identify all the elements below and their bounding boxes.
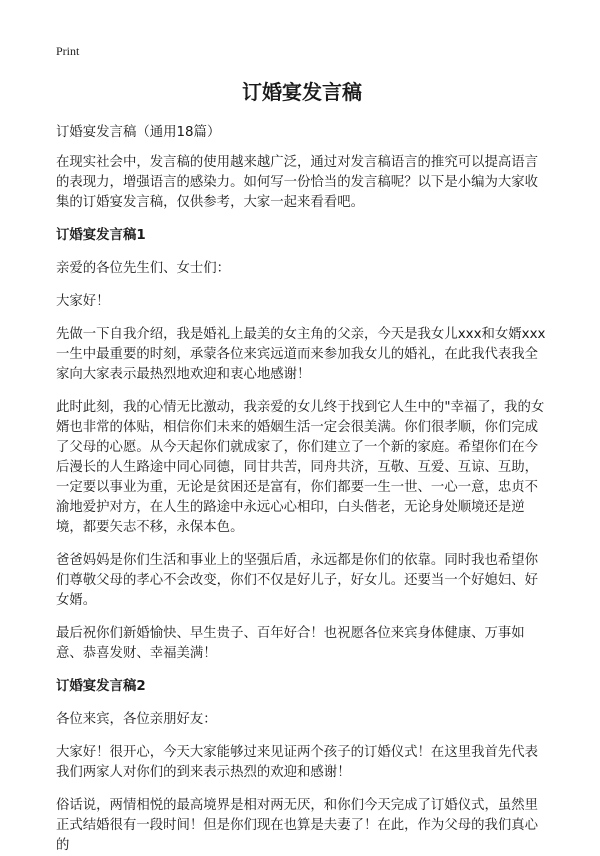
section-1-paragraph: 此时此刻，我的心情无比激动，我亲爱的女儿终于找到它人生中的"幸福了，我的女婿也非常的体贴，相信你们未来的婚姻生活一定会很美满。你们很孝顺，你们完成了父母的心愿。从今天起你们就成家了，你们建立了一个新的家庭。希望你们在今后漫长的人生路途中同心同德，同甘共苦，同舟共济，互敬、互爱、互谅、互助，一定要以事业为重，无论是贫困还是富有，你们都要一生一世、一心一意，忠贞不渝地爱护对方，在人生的路途中永远心心相印，白头偕老，无论身处顺境还是逆境，都要矢志不移，永保本色。 <box>56 400 545 535</box>
section-1-paragraph: 先做一下自我介绍，我是婚礼上最美的女主角的父亲，今天是我女儿xxx和女婿xxx一生中最重要的时刻，承蒙各位来宾远道而来参加我女儿的婚礼，在此我代表我全家向大家表示最热烈地欢迎和衷心地感谢！ <box>56 327 546 382</box>
document-subtitle: 订婚宴发言稿（通用18篇） <box>56 125 221 140</box>
section-1-paragraph: 亲爱的各位先生们、女士们： <box>56 261 231 276</box>
section-2-heading: 订婚宴发言稿2 <box>56 679 146 694</box>
section-1-paragraph: 爸爸妈妈是你们生活和事业上的坚强后盾，永远都是你们的依靠。同时我也希望你们尊敬父母的孝心不会改变，你们不仅是好儿子，好女儿。还要当一个好媳妇、好女婿。 <box>56 553 539 608</box>
section-1-heading: 订婚宴发言稿1 <box>56 228 146 243</box>
section-2-paragraph: 各位来宾，各位亲朋好友： <box>56 712 217 727</box>
section-2-paragraph: 俗话说，两情相悦的最高境界是相对两无厌，和你们今天完成了订婚仪式，虽然里正式结婚很有一段时间！但是你们现在也算是夫妻了！在此，作为父母的我们真心的 <box>56 798 539 853</box>
section-2-paragraph: 大家好！很开心，今天大家能够过来见证两个孩子的订婚仪式！在这里我首先代表我们两家人对你们的到来表示热烈的欢迎和感谢！ <box>56 745 539 780</box>
intro-paragraph: 在现实社会中，发言稿的使用越来越广泛，通过对发言稿语言的推究可以提高语言的表现力，增强语言的感染力。如何写一份恰当的发言稿呢？以下是小编为大家收集的订婚宴发言稿，仅供参考，大家一起来看看吧。 <box>56 155 539 210</box>
print-link[interactable]: Print <box>56 44 80 58</box>
section-1-paragraph: 大家好！ <box>56 294 110 309</box>
section-1-paragraph: 最后祝你们新婚愉快、早生贵子、百年好合！也祝愿各位来宾身体健康、万事如意、恭喜发财、幸福美满！ <box>56 626 525 661</box>
page-title: 订婚宴发言稿 <box>242 80 362 104</box>
